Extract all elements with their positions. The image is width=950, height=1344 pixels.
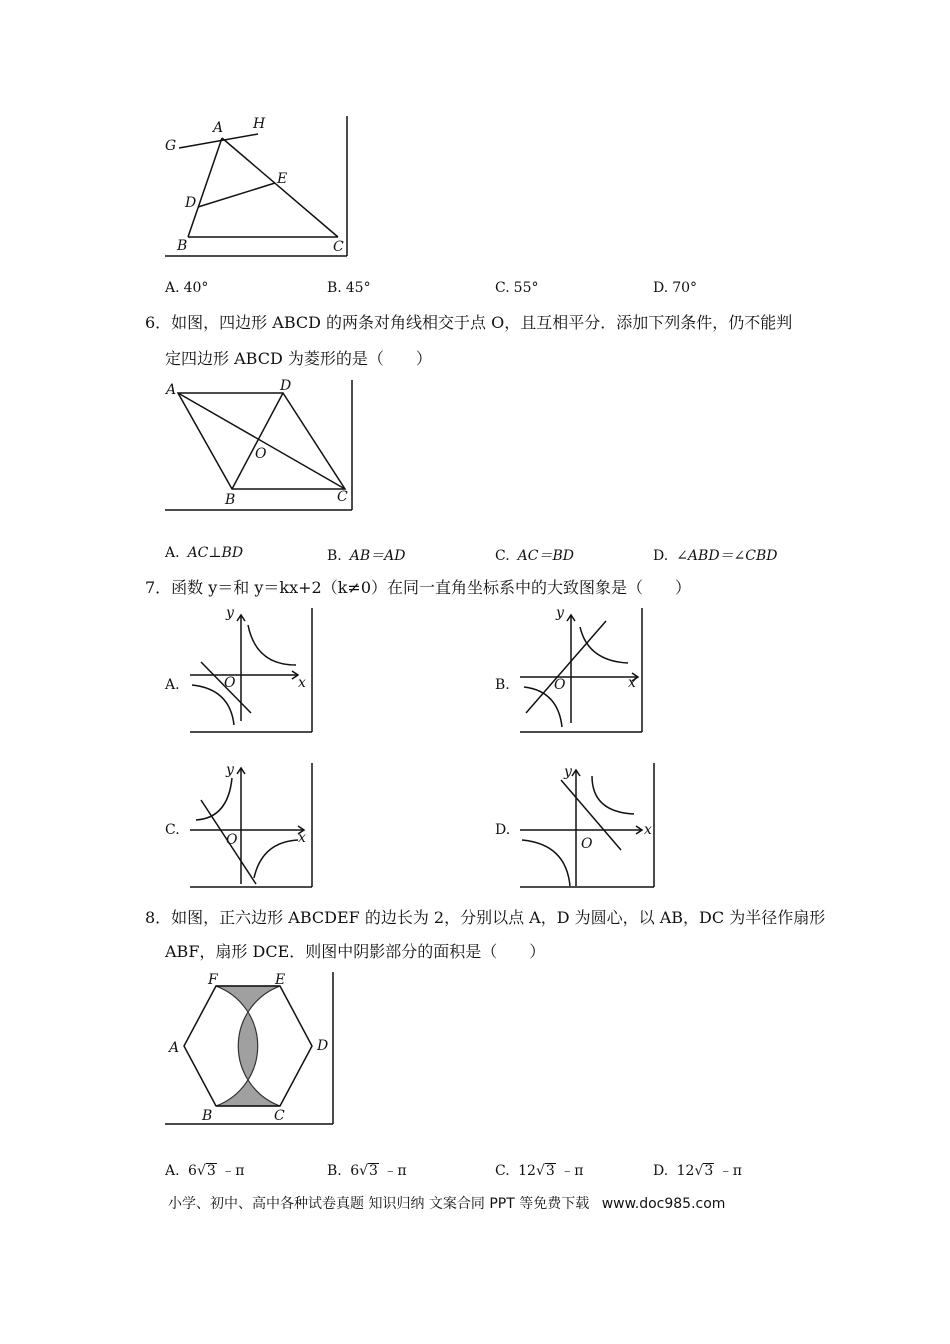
option-text: AB＝AD bbox=[349, 548, 406, 564]
q6-label-d: D bbox=[280, 378, 292, 394]
q7-option-a-letter[interactable]: A. bbox=[165, 677, 180, 693]
sqrt-icon: √ bbox=[359, 1163, 369, 1179]
q6-option-c[interactable] bbox=[495, 545, 574, 565]
q7a-axis-x: x bbox=[298, 675, 306, 691]
q8-stem-line2: ABF，扇形 DCE．则图中阴影部分的面积是（ ） bbox=[165, 942, 546, 961]
option-text: 40° bbox=[183, 280, 209, 296]
q5-label-e: E bbox=[277, 171, 288, 187]
q7a-axis-y: y bbox=[226, 605, 234, 621]
q8-option-c[interactable] bbox=[495, 1160, 583, 1180]
option-coef: 12 bbox=[518, 1163, 536, 1179]
q7b-axis-x: x bbox=[628, 675, 636, 691]
q8-label-f: F bbox=[208, 972, 218, 988]
q6-label-b: B bbox=[225, 492, 236, 508]
option-letter: C. bbox=[495, 280, 510, 296]
option-letter: C. bbox=[495, 548, 510, 564]
q7b-origin: O bbox=[554, 677, 566, 693]
q5-option-b[interactable] bbox=[327, 280, 371, 296]
q7b-axis-y: y bbox=[556, 605, 564, 621]
option-text: 45° bbox=[345, 280, 371, 296]
option-tail: ﹣π bbox=[560, 1163, 584, 1179]
option-text: ∠ABD＝∠CBD bbox=[676, 548, 778, 564]
q8-stem-line1: 8．如图，正六边形 ABCDEF 的边长为 2，分别以点 A，D 为圆心，以 AB，DC 为半径作扇形 bbox=[145, 908, 826, 927]
q6-label-c: C bbox=[337, 489, 348, 505]
option-letter: B. bbox=[327, 280, 342, 296]
footer bbox=[168, 1193, 725, 1213]
q7-option-b-graph[interactable] bbox=[516, 605, 646, 735]
q5-label-d: D bbox=[185, 195, 197, 211]
q6-stem-line2: 定四边形 ABCD 为菱形的是（ ） bbox=[165, 349, 432, 368]
option-coef: 6 bbox=[350, 1163, 360, 1179]
q7c-axis-y: y bbox=[226, 762, 234, 778]
option-letter: D. bbox=[653, 548, 669, 564]
q6-figure bbox=[160, 376, 360, 516]
q8-label-a: A bbox=[169, 1040, 180, 1056]
footer-link[interactable]: www.doc985.com bbox=[601, 1196, 726, 1212]
q5-label-b: B bbox=[177, 238, 188, 254]
option-letter: A. bbox=[165, 1163, 180, 1179]
option-letter: D. bbox=[653, 280, 669, 296]
q6-label-o: O bbox=[255, 446, 267, 462]
q5-label-a: A bbox=[213, 120, 224, 136]
q7d-axis-y: y bbox=[564, 764, 572, 780]
q7c-axis-x: x bbox=[298, 830, 306, 846]
option-radicand: 3 bbox=[704, 1163, 714, 1179]
q7-option-d-letter[interactable]: D. bbox=[495, 822, 511, 838]
q6-label-a: A bbox=[166, 382, 177, 398]
option-letter: C. bbox=[495, 1163, 510, 1179]
option-tail: ﹣π bbox=[221, 1163, 245, 1179]
q7d-origin: O bbox=[581, 836, 593, 852]
q6-option-b[interactable] bbox=[327, 545, 405, 565]
q5-figure bbox=[160, 110, 355, 260]
option-letter: B. bbox=[327, 548, 342, 564]
sqrt-icon: √ bbox=[196, 1163, 206, 1179]
q8-option-a[interactable] bbox=[165, 1160, 244, 1180]
sqrt-icon: √ bbox=[694, 1163, 704, 1179]
q8-label-c: C bbox=[274, 1108, 285, 1124]
q7-option-d-graph[interactable] bbox=[516, 760, 656, 890]
option-letter: A. bbox=[165, 280, 180, 296]
q8-option-d[interactable] bbox=[653, 1160, 742, 1180]
q7a-origin: O bbox=[224, 675, 236, 691]
option-text: 70° bbox=[672, 280, 698, 296]
option-radicand: 3 bbox=[369, 1163, 378, 1179]
q5-label-g: G bbox=[165, 138, 177, 154]
sqrt-icon: √ bbox=[535, 1163, 545, 1179]
q5-option-c[interactable] bbox=[495, 280, 539, 296]
option-text: AC⊥BD bbox=[187, 545, 244, 561]
option-radicand: 3 bbox=[206, 1163, 216, 1179]
q7-option-b-letter[interactable]: B. bbox=[495, 677, 510, 693]
option-text: AC＝BD bbox=[517, 548, 575, 564]
q7-stem-line1: 7．函数 y＝和 y＝kx+2（k≠0）在同一直角坐标系中的大致图象是（ ） bbox=[145, 578, 692, 597]
option-radicand: 3 bbox=[545, 1163, 555, 1179]
q8-label-b: B bbox=[202, 1108, 213, 1124]
q5-option-a[interactable] bbox=[165, 280, 208, 296]
q8-option-b[interactable] bbox=[327, 1160, 407, 1180]
q7-option-c-graph[interactable] bbox=[186, 760, 316, 890]
q7c-origin: O bbox=[226, 832, 238, 848]
q8-label-d: D bbox=[317, 1038, 329, 1054]
q5-option-d[interactable] bbox=[653, 280, 697, 296]
option-tail: ﹣π bbox=[718, 1163, 742, 1179]
option-letter: D. bbox=[653, 1163, 669, 1179]
q8-figure bbox=[160, 968, 340, 1130]
option-letter: A. bbox=[165, 545, 180, 561]
q7-option-c-letter[interactable]: C. bbox=[165, 822, 180, 838]
q7d-axis-x: x bbox=[644, 822, 652, 838]
footer-text: 小学、初中、高中各种试卷真题 知识归纳 文案合同 PPT 等免费下载 bbox=[168, 1196, 590, 1212]
q6-option-d[interactable] bbox=[653, 545, 778, 565]
q8-label-e: E bbox=[275, 972, 286, 988]
q5-label-h: H bbox=[253, 116, 266, 132]
q5-label-c: C bbox=[333, 239, 344, 255]
q7-option-a-graph[interactable] bbox=[186, 605, 316, 735]
option-letter: B. bbox=[327, 1163, 342, 1179]
q6-option-a[interactable] bbox=[165, 545, 243, 561]
option-coef: 6 bbox=[188, 1163, 197, 1179]
option-tail: ﹣π bbox=[383, 1163, 407, 1179]
q6-stem-line1: 6．如图，四边形 ABCD 的两条对角线相交于点 O，且互相平分．添加下列条件，仍不能判 bbox=[145, 313, 793, 332]
option-coef: 12 bbox=[676, 1163, 695, 1179]
option-text: 55° bbox=[513, 280, 539, 296]
